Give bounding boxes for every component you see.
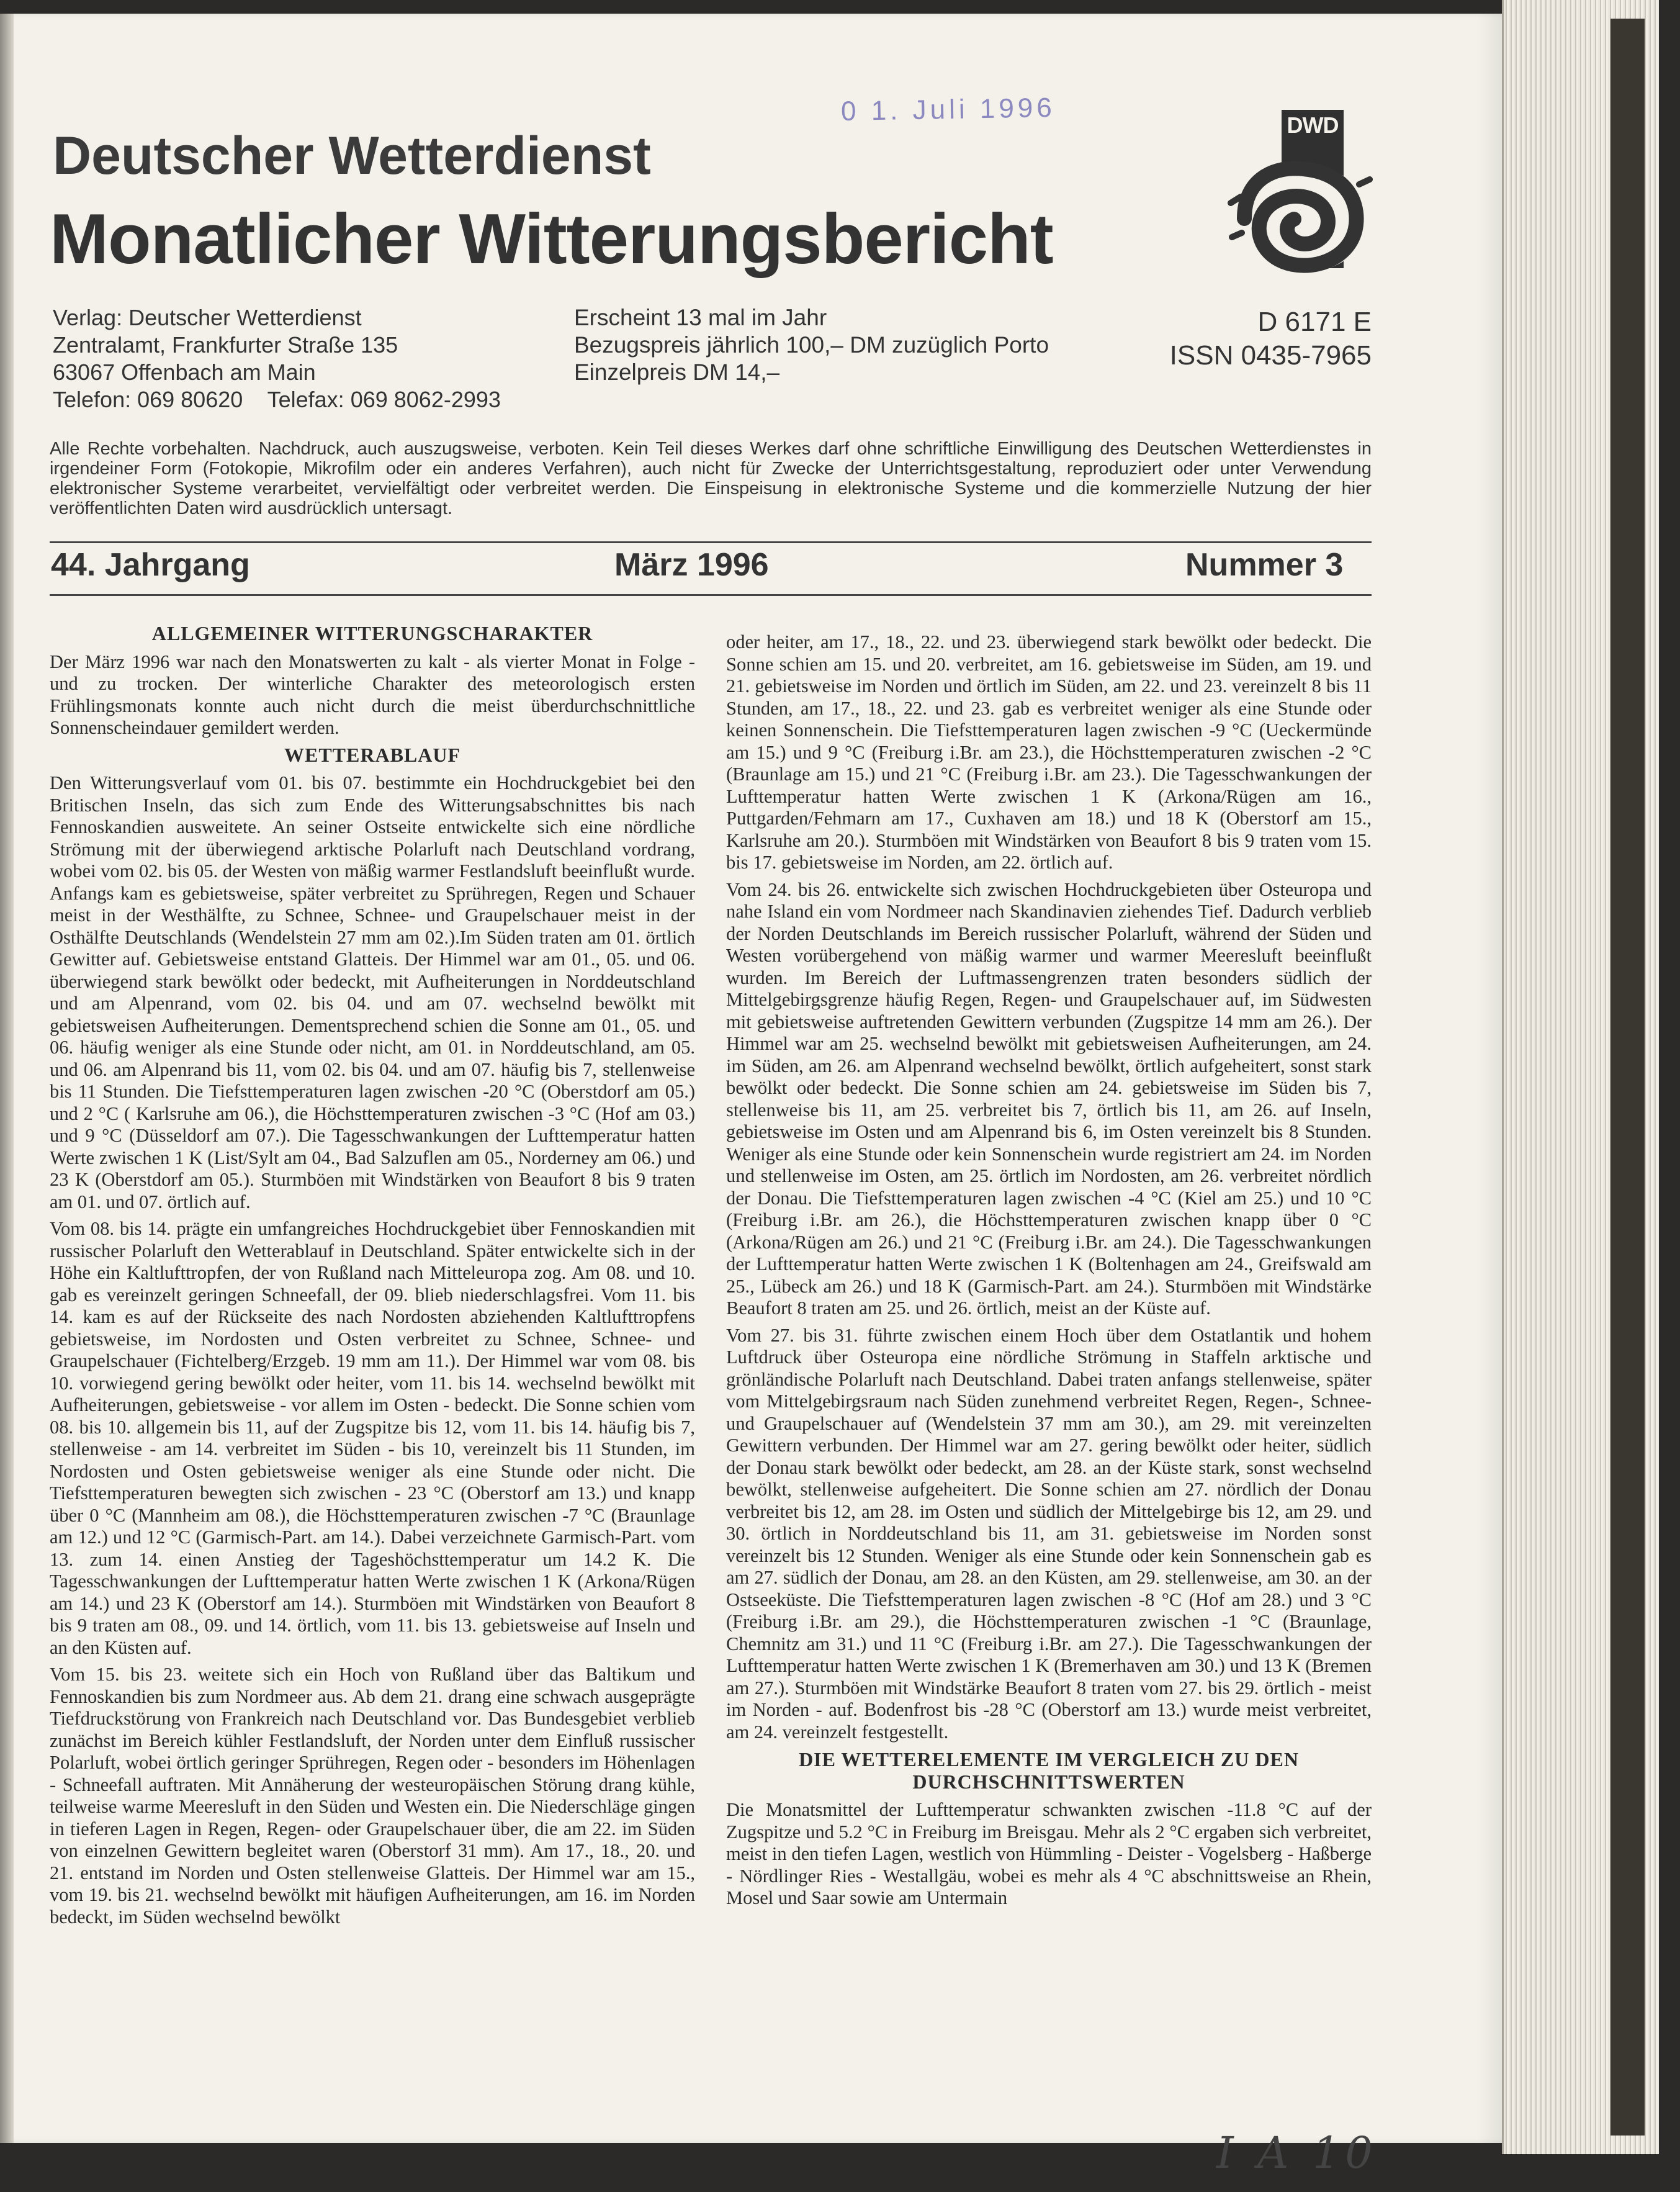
right-column (726, 631, 1372, 1915)
issn: ISSN 0435-7965 (1169, 340, 1372, 371)
publication-identifiers (1136, 305, 1372, 372)
section-heading-line: DIE WETTERELEMENTE IM VERGLEICH ZU DEN (799, 1748, 1299, 1770)
received-date-stamp: 0 1. Juli 1996 (840, 92, 1056, 127)
paragraph: Die Monatsmittel der Lufttemperatur schwankten zwischen -11.8 °C auf der Zugspitze und 5.2 °C in Freiburg im Breisgau. Mehr als 2 °C ergaben sich verbreitet, meist in den tiefen Lagen, westlich von Hümmling - Deister - Vogelsberg - Haßberge - Nördlinger Ries - Westallgäu, wobei es mehr als 4 °C abschnittsweise an Rhein, Mosel und Saar sowie am Untermain (726, 1799, 1372, 1908)
subscription-info (574, 304, 1049, 386)
publisher-line: Telefon: 069 80620 Telefax: 069 8062-2993 (53, 387, 501, 412)
document-page (0, 14, 1514, 2178)
dwd-logo (1226, 110, 1375, 277)
section-heading (726, 1748, 1372, 1793)
publisher-line: Verlag: Deutscher Wetterdienst (53, 305, 362, 330)
paragraph: Vom 27. bis 31. führte zwischen einem Hoch über dem Ostatlantik und hohem Luftdruck über Osteuropa eine nördliche Strömung in Staffeln arktische und grönländische Polarluft nach Deutschland. Dabei traten anfangs stellenweise, später vom Mittelgebirgsraum nach Süden zunehmend verbreitet Regen, Regen-, Schnee- und Graupelschauer auf (Wendelstein 37 mm am 30.), am 29. mit vereinzelten Gewittern verbunden. Der Himmel war am 27. gering bewölkt oder heiter, südlich der Donau stark bewölkt oder bedeckt, am 28. an der Küste stark, sonst wechselnd bewölkt, stellenweise aufgeheitert. Die Sonne schien am 27. nördlich der Donau verbreitet bis 12, am 28. im Osten und südlich der Mittelgebirge bis 12, am 29. und 30. örtlich in Norddeutschland bis 11, am 31. gebietsweise im Norden sonst vereinzelt bis 12 Stunden. Weniger als eine Stunde oder kein Sonnenschein gab es am 27. südlich der Donau, am 28. an den Küsten, am 29. stellenweise, am 30. an der Ostseeküste. Die Tiefsttemperaturen lagen zwischen -8 °C (Hof am 28.) und 3 °C (Freiburg i.Br. am 29.), die Höchsttemperaturen zwischen -1 °C (Braunlage, Chemnitz am 31.) und 11 °C (Freiburg i.Br. am 27.). Die Tagesschwankungen der Lufttemperatur hatten Werte zwischen 1 K (Bremerhaven am 30.) und 13 K (Bremen am 27.). Sturmböen mit Windstärke Beaufort 8 traten vom 27. bis 29. örtlich - meist im Norden - auf. Bodenfrost bis -28 °C (Oberstorf am 13.) wurde meist verbreitet, am 24. vereinzelt festgestellt. (726, 1324, 1372, 1743)
logo-text: DWD (1287, 112, 1339, 138)
binding-edge (0, 14, 14, 2143)
paragraph: Vom 08. bis 14. prägte ein umfangreiches Hochdruckgebiet über Fennoskandien mit russischer Polarluft den Wetterablauf in Deutschland. Später entwickelte sich in der Höhe ein Kaltlufttropfen, der von Rußland nach Mitteleuropa zog. Am 08. und 10. gab es vereinzelt geringen Schneefall, der 09. blieb niederschlagsfrei. Vom 11. bis 14. kam es auf der Rückseite des nach Nordosten abziehenden Kaltlufttropfens gebietsweise, im Nordosten und Osten verbreitet zu Schnee, Schnee- und Graupelschauer (Fichtelberg/Erzgeb. 19 mm am 11.). Der Himmel war vom 08. bis 10. vorwiegend gering bewölkt oder heiter, vom 11. bis 14. wechselnd bewölkt mit Aufheiterungen, gebietsweise - vor allem im Osten - bedeckt. Die Sonne schien vom 08. bis 10. allgemein bis 11, auf der Zugspitze bis 12, vom 11. bis 14. häufig bis 7, stellenweise - am 14. verbreitet im Süden - bis 10, vereinzelt bis 11 Stunden, im Nordosten und Osten gebietsweise weniger als eine Stunde oder nicht. Die Tiefsttemperaturen bewegten sich zwischen - 23 °C (Oberstorf am 13.) und knapp über 0 °C (Mannheim am 08.), die Höchsttemperaturen zwischen -7 °C (Braunlage am 12.) und 12 °C (Garmisch-Part. am 14.). Dabei verzeichnete Garmisch-Part. vom 13. zum 14. einen Anstieg der Tageshöchsttemperatur um 14.2 K. Die Tagesschwankungen der Lufttemperatur hatten Werte zwischen 1 K (Arkona/Rügen am 14.) und 23 K (Oberstorf am 14.). Sturmböen mit Windstärken von Beaufort 8 bis 9 traten am 08., 09. und 14. örtlich, vom 11. bis 13. gebietsweise auf Inseln und an den Küsten auf. (50, 1218, 695, 1658)
divider-bottom (50, 594, 1372, 596)
paragraph: Vom 24. bis 26. entwickelte sich zwischen Hochdruckgebieten über Osteuropa und nahe Island ein vom Nordmeer nach Skandinavien ziehendes Tief. Dadurch verblieb der Norden Deutschlands im Bereich russischer Polarluft, während der Süden und Westen vorübergehend von mäßig warmer und warmer Meeresluft beeinflußt wurden. Im Bereich der Luftmassengrenzen traten besonders südlich der Mittelgebirgsgrenze häufig Regen, Regen- und Graupelschauer auf, im Südwesten mit gebietsweise auftretenden Gewittern verbunden (Zugspitze 14 mm am 26.). Der Himmel war am 25. wechselnd bewölkt mit gebietsweisen Aufheiterungen, am 24. im Süden, am 26. am Alpenrand wechselnd bewölkt, örtlich aufgeheitert, sonst stark bewölkt oder bedeckt. Die Sonne schien am 24. gebietsweise im Süden bis 7, stellenweise bis 11, am 25. verbreitet bis 7, örtlich bis 11, am 26. auf Inseln, gebietsweise im Osten und am Alpenrand bis 6, im Osten vereinzelt bis 8 Stunden. Weniger als eine Stunde oder kein Sonnenschein wurde registriert am 24. im Norden und stellenweise im Osten, am 25. örtlich im Nordosten, am 26. verbreitet nördlich der Donau. Die Tiefsttemperaturen lagen zwischen -4 °C (Kiel am 25.) und 10 °C (Freiburg i.Br. am 26.), die Höchsttemperaturen zwischen knapp über 0 °C (Arkona/Rügen am 26.) und 21 °C (Freiburg i.Br. am 24.). Die Tagesschwankungen der Lufttemperatur hatten Werte zwischen 1 K (Boltenhagen am 24., Greifswald am 25., Lübeck am 26.) und 18 K (Garmisch-Part. am 24.). Sturmböen mit Windstärke Beaufort 8 traten am 25. und 26. örtlich, meist an der Küste auf. (726, 878, 1372, 1319)
organization-name: Deutscher Wetterdienst (53, 126, 651, 186)
section-heading-line: DURCHSCHNITTSWERTEN (912, 1770, 1185, 1793)
subscription-line: Bezugspreis jährlich 100,– DM zuzüglich Porto (574, 332, 1049, 358)
subscription-line: Erscheint 13 mal im Jahr (574, 305, 827, 330)
swirl-icon (1226, 110, 1375, 277)
subscription-line: Einzelpreis DM 14,– (574, 359, 780, 385)
book-cover-edge (1610, 19, 1645, 2136)
issue-date: März 1996 (614, 547, 769, 583)
left-column (50, 619, 695, 1933)
paragraph: oder heiter, am 17., 18., 22. und 23. überwiegend stark bewölkt oder bedeckt. Die Sonne schien am 15. und 20. verbreitet, am 16. gebietsweise im Süden, am 19. und 21. gebietsweise im Norden und örtlich im Süden, am 22. und 23. vereinzelt 8 bis 11 Stunden, am 17., 18., 22. und 23. gab es verbreitet weniger als eine Stunde oder keinen Sonnenschein. Die Tiefsttemperaturen lagen zwischen -9 °C (Ueckermünde am 15.) und 9 °C (Freiburg i.Br. am 23.), die Höchsttemperaturen zwischen -2 °C (Braunlage am 15.) und 21 °C (Freiburg i.Br. am 23.). Die Tagesschwankungen der Lufttemperatur hatten Werte zwischen 1 K (Arkona/Rügen am 16., Puttgarden/Fehmarn am 17., Cuxhaven am 18.) und 18 K (Oberstorf am 15., Karlsruhe am 20.). Sturmböen mit Windstärken von Beaufort 8 bis 9 traten vom 15. bis 17. gebietsweise im Norden, am 22. örtlich auf. (726, 631, 1372, 873)
section-heading: WETTERABLAUF (284, 743, 461, 766)
publisher-line: Zentralamt, Frankfurter Straße 135 (53, 332, 398, 358)
postal-code: D 6171 E (1257, 307, 1372, 337)
divider-top (50, 541, 1372, 543)
publisher-line: 63067 Offenbach am Main (53, 359, 316, 385)
section-heading: ALLGEMEINER WITTERUNGSCHARAKTER (151, 622, 593, 644)
volume-label: 44. Jahrgang (51, 547, 250, 583)
handwritten-shelf-mark: I A 10 (1216, 2127, 1378, 2178)
paragraph: Vom 15. bis 23. weitete sich ein Hoch von Rußland über das Baltikum und Fennoskandien bis zum Nordmeer aus. Ab dem 21. drang eine schwach ausgeprägte Tiefdruckstörung von Frankreich nach Deutschland vor. Das Bundesgebiet verblieb zunächst im Bereich kühler Festlandsluft, der Norden unter dem Einfluß russischer Polarluft, wobei örtlich geringer Sprühregen, Regen oder - besonders im Höhenlagen - Schneefall auftraten. Mit Annäherung der westeuropäischen Störung drang kühle, teilweise warme Meeresluft in den Süden und Westen ein. Die Niederschläge gingen in tieferen Lagen in Regen, Regen- oder Graupelschauer über, die am 22. im Süden von einzelnen Gewittern begleitet waren (Oberstorf 31 mm). Am 17., 18., 20. und 21. entstand im Norden und Osten stellenweise Glatteis. Der Himmel war am 15., vom 19. bis 21. wechselnd bewölkt mit häufigen Aufheiterungen, am 16. im Norden bedeckt, im Süden wechselnd bewölkt (50, 1664, 695, 1928)
issue-number: Nummer 3 (1185, 547, 1344, 583)
copyright-notice: Alle Rechte vorbehalten. Nachdruck, auch auszugsweise, verboten. Kein Teil dieses Werkes darf ohne schriftliche Einwilligung des Deutschen Wetterdienstes in irgendeiner Form (Fotokopie, Mikrofilm oder ein anderes Verfahren), auch nicht für Zwecke der Unterrichtsgestaltung, reproduziert oder unter Verwendung elektronischer Systeme verarbeitet, vervielfältigt oder verbreitet werden. Die Einspeisung in elektronische Systeme und die kommerzielle Nutzung der hier veröffentlichten Daten wird ausdrücklich untersagt. (50, 439, 1372, 518)
paragraph: Der März 1996 war nach den Monatswerten zu kalt - als vierter Monat in Folge - und zu trocken. Der winterliche Charakter des meteorologisch ersten Frühlingsmonats konnte auch nicht durch die meist überdurchschnittliche Sonnenscheindauer gemildert werden. (50, 651, 695, 738)
publication-title: Monatlicher Witterungsbericht (50, 200, 1053, 279)
paragraph: Den Witterungsverlauf vom 01. bis 07. bestimmte ein Hochdruckgebiet bei den Britischen Inseln, das sich zum Ende des Witterungsabschnittes bis nach Fennoskandien ausweitete. An seiner Ostseite entwickelte sich eine nördliche Strömung mit der überwiegend arktische Polarluft nach Deutschland vordrang, wobei vom 02. bis 05. der Westen von mäßig warmer Festlandsluft beeinflußt wurde. Anfangs kam es gebietsweise, später verbreitet zu Sprühregen, Regen und Schauer meist in der Westhälfte, zu Schnee, Schnee- und Graupelschauer meist in der Osthälfte Deutschlands (Wendelstein 27 mm am 02.).Im Süden traten am 01. örtlich Gewitter auf. Gebietsweise entstand Glatteis. Der Himmel war am 01., 05. und 06. überwiegend stark bewölkt oder bedeckt, mit Aufheiterungen in Norddeutschland und am Alpenrand, vom 02. bis 04. und am 07. wechselnd bewölkt mit gebietsweisen Aufheiterungen. Dementsprechend schien die Sonne am 01., 05. und 06. häufig weniger als eine Stunde oder nicht, am 01. in Norddeutschland, am 05. und 06. am Alpenrand bis 11, vom 02. bis 04. und am 07. häufig bis 7, stellenweise bis 11 Stunden. Die Tiefsttemperaturen lagen zwischen -20 °C (Oberstdorf am 05.) und 2 °C ( Karlsruhe am 06.), die Höchsttemperaturen zwischen -3 °C (Hof am 03.) und 9 °C (Düsseldorf am 07.). Die Tagesschwankungen der Lufttemperatur hatten Werte zwischen 1 K (List/Sylt am 04., Bad Salzuflen am 05., Norderney am 06.) und 23 K (Oberstdorf am 05.). Sturmböen mit Windstärken von Beaufort 8 bis 9 traten am 01. und 07. örtlich auf. (50, 772, 695, 1212)
publisher-info (53, 304, 501, 413)
